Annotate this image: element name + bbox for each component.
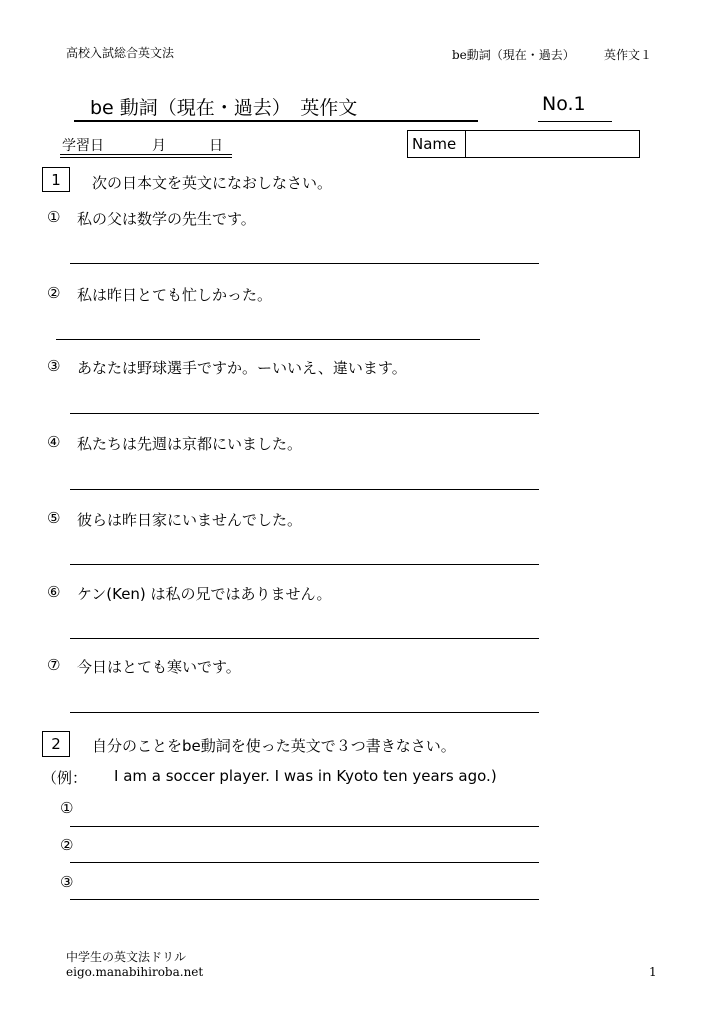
footer-site-url[interactable]: eigo.manabihiroba.net xyxy=(66,965,204,979)
section2-number-box xyxy=(42,731,70,757)
q4-answer-line[interactable] xyxy=(70,489,539,490)
s2-answer2-marker: ② xyxy=(60,836,74,854)
q6-marker: ⑥ xyxy=(47,583,61,601)
section1-number: 1 xyxy=(51,170,61,189)
q5-marker: ⑤ xyxy=(47,509,61,527)
s2-answer2-line[interactable] xyxy=(70,862,539,863)
example-label: （例： xyxy=(42,769,88,787)
q3-answer-line[interactable] xyxy=(70,413,539,414)
name-label-cell xyxy=(407,130,467,158)
name-label: Name xyxy=(412,135,457,153)
q2-text: 私は昨日とても忙しかった。 xyxy=(77,286,273,304)
day-label: 日 xyxy=(209,138,223,154)
page-title: be 動詞（現在・過去） 英作文 xyxy=(90,97,358,119)
date-underline-2 xyxy=(60,157,232,158)
date-underline-1 xyxy=(60,154,232,155)
title-underline xyxy=(74,120,478,122)
q4-marker: ④ xyxy=(47,433,61,451)
q2-answer-line[interactable] xyxy=(56,339,480,340)
name-input-box[interactable] xyxy=(465,130,640,158)
q5-answer-line[interactable] xyxy=(70,564,539,565)
q7-marker: ⑦ xyxy=(47,656,61,674)
header-topic: be動詞（現在・過去） xyxy=(452,48,575,62)
s2-answer1-marker: ① xyxy=(60,799,74,817)
q3-text: あなたは野球選手ですか。ーいいえ、違います。 xyxy=(77,359,407,377)
page-number: 1 xyxy=(649,965,657,979)
example-text: I am a soccer player. I was in Kyoto ten years ago.) xyxy=(114,767,497,785)
q1-answer-line[interactable] xyxy=(70,263,539,264)
section2-number: 2 xyxy=(51,735,61,753)
month-label: 月 xyxy=(152,138,166,154)
study-date-label: 学習日 xyxy=(62,138,104,154)
q6-text: ケン(Ken) は私の兄ではありません。 xyxy=(77,585,332,603)
s2-answer1-line[interactable] xyxy=(70,826,539,827)
q6-answer-line[interactable] xyxy=(70,638,539,639)
q7-answer-line[interactable] xyxy=(70,712,539,713)
q4-text: 私たちは先週は京都にいました。 xyxy=(77,435,303,453)
header-label: 英作文１ xyxy=(604,48,653,62)
q1-text: 私の父は数学の先生です。 xyxy=(77,210,256,228)
footer-drill-title: 中学生の英文法ドリル xyxy=(66,950,187,964)
header-book-title: 高校入試総合英文法 xyxy=(66,46,175,60)
sheet-number-underline xyxy=(538,121,612,122)
q5-text: 彼らは昨日家にいませんでした。 xyxy=(77,511,303,529)
s2-answer3-line[interactable] xyxy=(70,899,539,900)
q2-marker: ② xyxy=(47,284,61,302)
section1-number-box xyxy=(42,167,70,192)
section2-instruction: 自分のことをbe動詞を使った英文で３つ書きなさい。 xyxy=(92,737,456,755)
section1-instruction: 次の日本文を英文になおしなさい。 xyxy=(92,174,333,192)
q1-marker: ① xyxy=(47,208,61,226)
sheet-number: No.1 xyxy=(542,93,586,115)
q7-text: 今日はとても寒いです。 xyxy=(77,658,241,676)
q3-marker: ③ xyxy=(47,357,61,375)
s2-answer3-marker: ③ xyxy=(60,873,74,891)
